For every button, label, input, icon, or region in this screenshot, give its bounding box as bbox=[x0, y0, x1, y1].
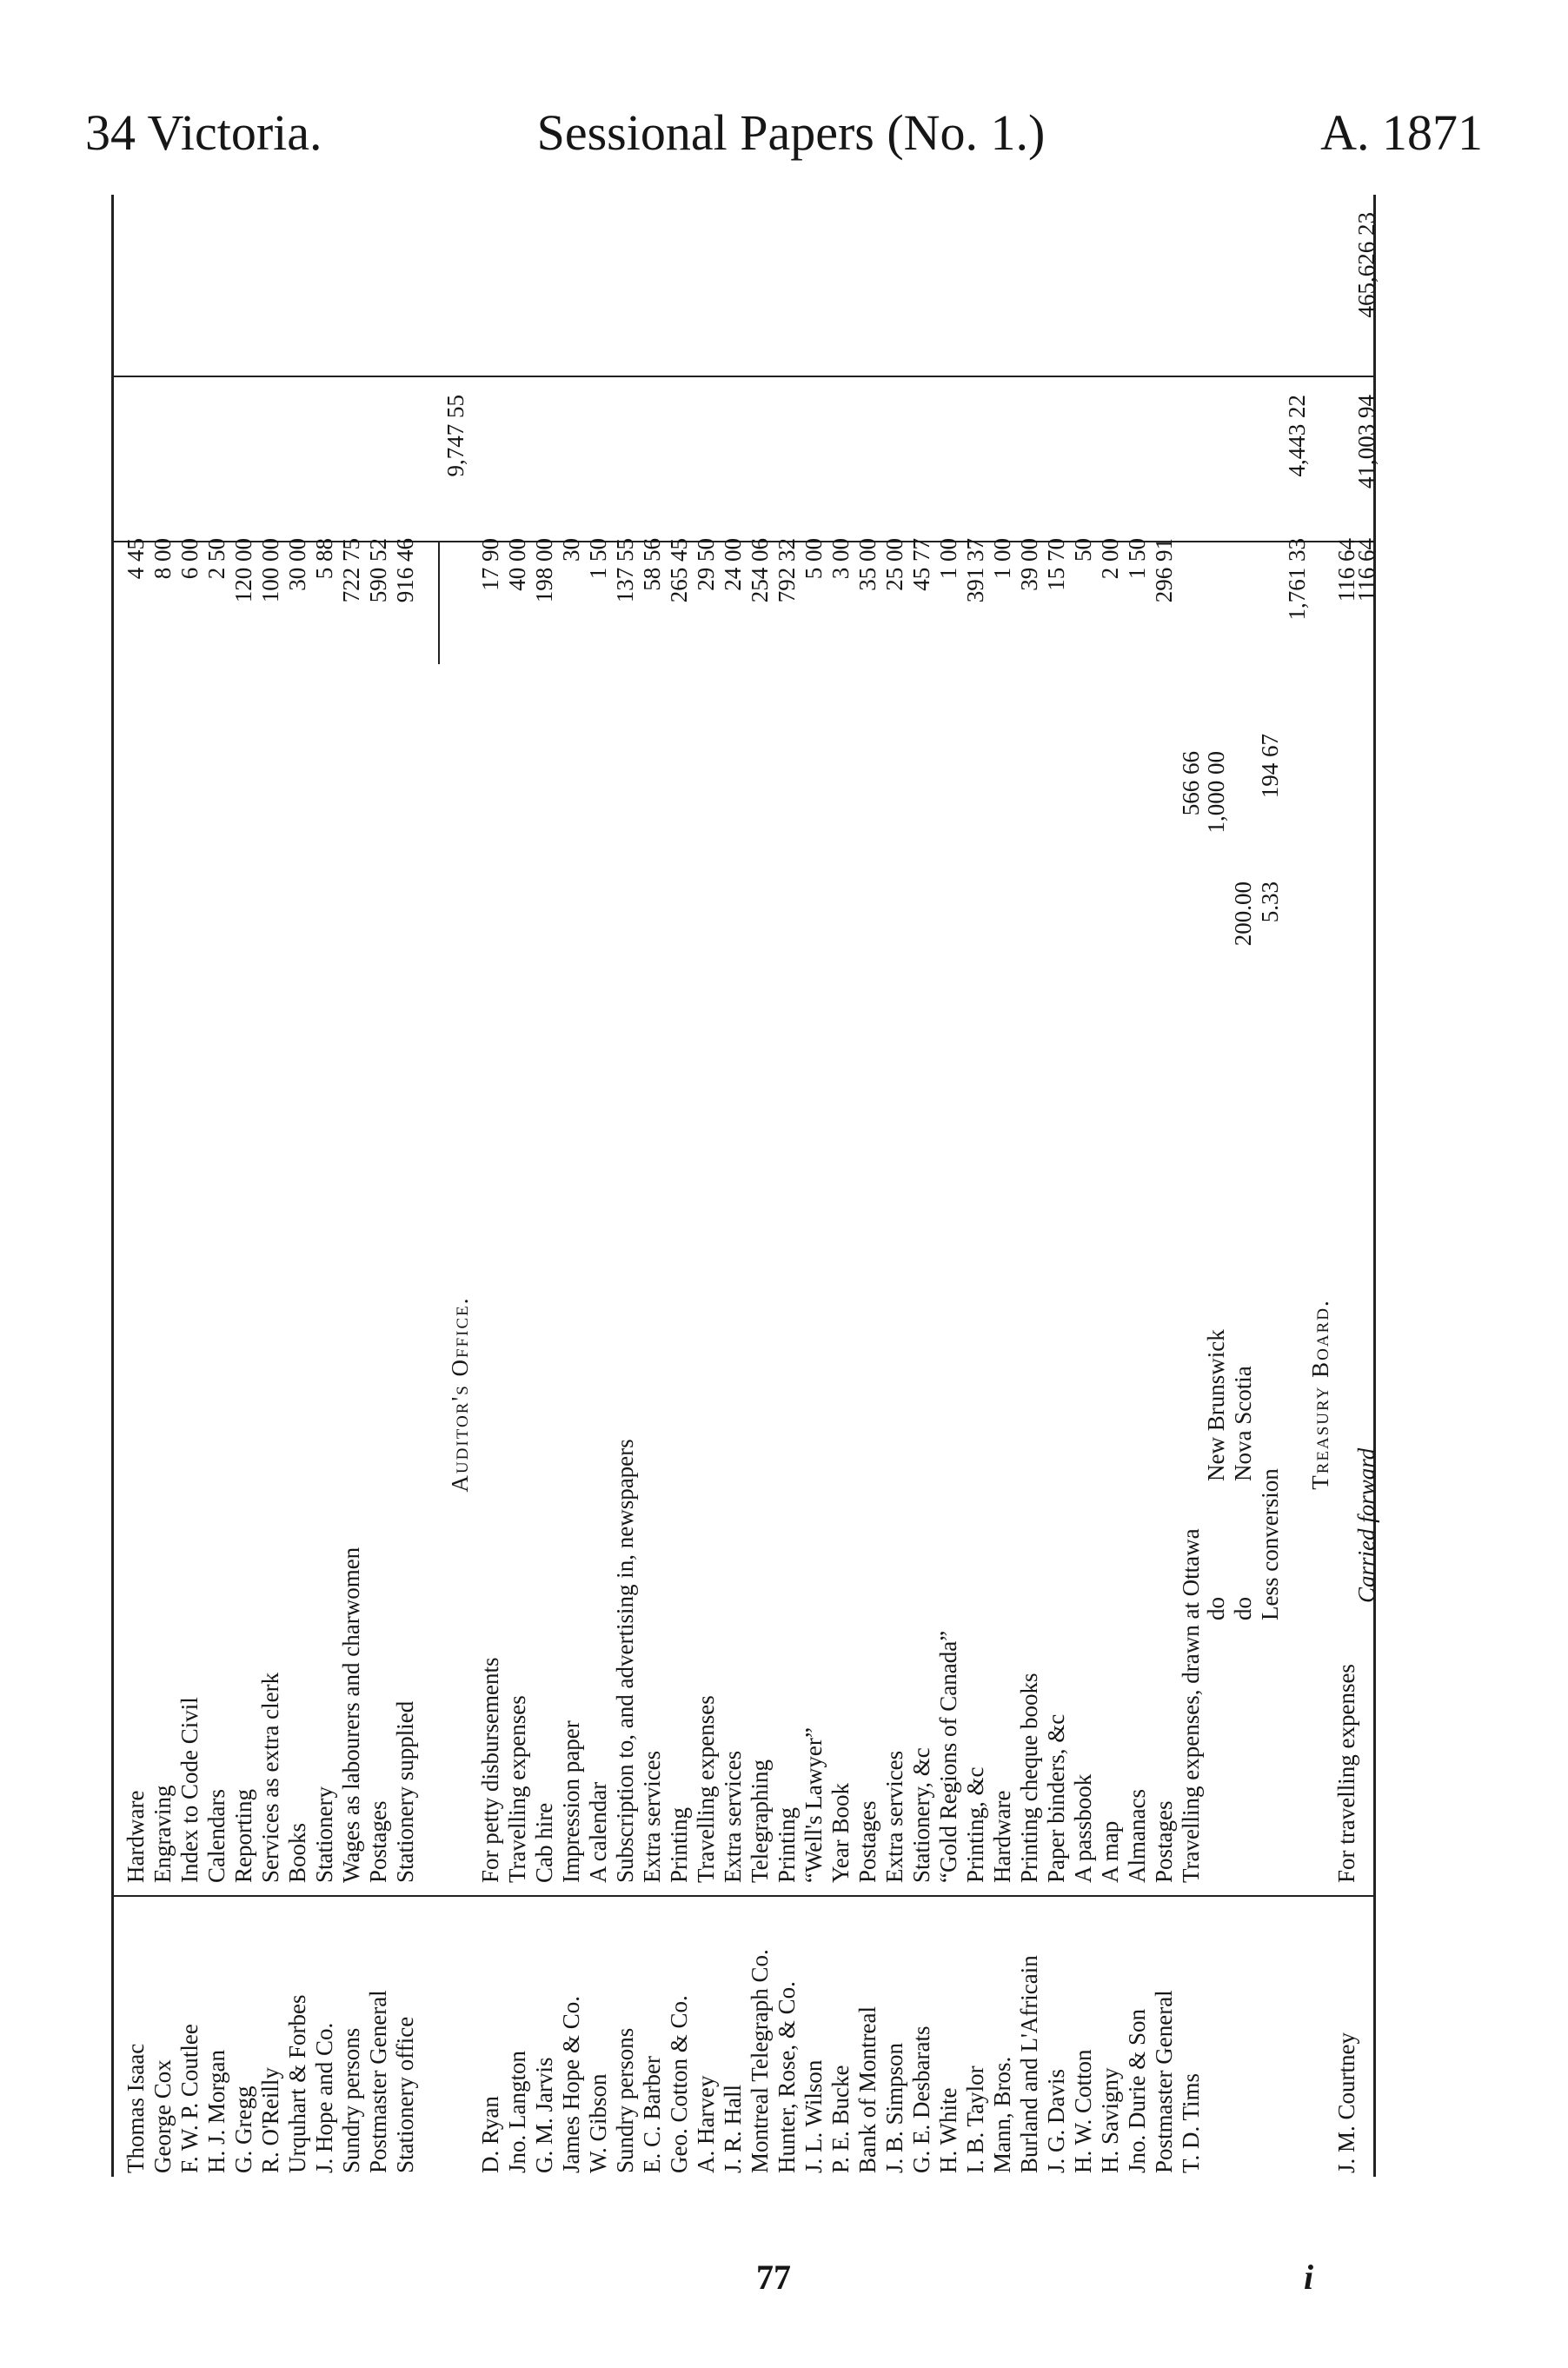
payee-name: P. E. Bucke bbox=[827, 2065, 854, 2173]
payment-amount: 30 bbox=[558, 538, 584, 562]
payment-description: Hardware bbox=[123, 1790, 149, 1883]
table-row bbox=[1150, 195, 1177, 2177]
total-section-b: 1,761 33 bbox=[1284, 538, 1310, 621]
payee-name: Urquhart & Forbes bbox=[284, 1994, 310, 2173]
payment-description: Almanacs bbox=[1124, 1789, 1150, 1883]
table-row bbox=[256, 195, 283, 2177]
table-row bbox=[476, 195, 503, 2177]
table-row bbox=[746, 195, 773, 2177]
subtotal-section-a: 9,747 55 bbox=[442, 395, 468, 477]
payee-name: W. Gibson bbox=[585, 2073, 611, 2173]
payment-amount: 30 00 bbox=[284, 538, 310, 591]
payee-name: G. E. Desbarats bbox=[908, 2025, 934, 2173]
payment-description: Paper binders, &c bbox=[1043, 1713, 1069, 1883]
payee-name: Mann, Bros. bbox=[989, 2056, 1015, 2173]
carried-forward-amount: 116 64 bbox=[1353, 538, 1379, 602]
payment-amount: 254 06 bbox=[747, 538, 773, 603]
travel-row-ns bbox=[1229, 195, 1256, 2177]
payment-amount: 116 64 bbox=[1333, 538, 1359, 602]
payee-name: Stationery office bbox=[392, 2016, 418, 2173]
table-row bbox=[719, 195, 746, 2177]
payment-description: Calendars bbox=[203, 1789, 229, 1883]
payment-amount: 45 77 bbox=[908, 538, 934, 591]
payment-amount: 39 00 bbox=[1016, 538, 1042, 591]
travel-row-nb bbox=[1202, 195, 1229, 2177]
payment-amount: 8 00 bbox=[149, 538, 176, 580]
ditto-nb: do bbox=[1203, 1597, 1229, 1620]
table-row bbox=[283, 195, 310, 2177]
payment-description: Printing bbox=[666, 1806, 692, 1883]
header-title: Sessional Papers (No. 1.) bbox=[536, 104, 1046, 161]
payment-description: Extra services bbox=[881, 1750, 907, 1883]
rule-under-section-a bbox=[438, 542, 440, 664]
payment-amount: 5 00 bbox=[801, 538, 827, 580]
payee-name: H. Savigny bbox=[1097, 2067, 1123, 2173]
table-row bbox=[584, 195, 611, 2177]
payment-amount: 2 00 bbox=[1097, 538, 1123, 580]
auditors-office-heading: Auditor's Office. bbox=[447, 1296, 473, 1493]
payee-name: E. C. Barber bbox=[639, 2056, 665, 2173]
table-row bbox=[149, 195, 176, 2177]
payment-amount: 1 50 bbox=[1124, 538, 1150, 580]
payment-amount: 29 50 bbox=[693, 538, 719, 591]
payment-description: Telegraphing bbox=[747, 1759, 773, 1883]
payment-description: Services as extra clerk bbox=[257, 1672, 283, 1883]
table-row bbox=[530, 195, 557, 2177]
payment-amount: 120 00 bbox=[230, 538, 256, 603]
payee-name: A. Harvey bbox=[693, 2075, 719, 2173]
payment-description: Postages bbox=[854, 1800, 880, 1883]
payment-description: Reporting bbox=[230, 1789, 256, 1883]
table-row bbox=[1123, 195, 1150, 2177]
payment-amount: 25 00 bbox=[881, 538, 907, 591]
payment-description: Wages as labourers and charwomen bbox=[338, 1547, 364, 1883]
payment-amount: 15 70 bbox=[1043, 538, 1069, 591]
payment-amount: 1 00 bbox=[989, 538, 1015, 580]
payment-amount: 722 75 bbox=[338, 538, 364, 603]
table-row bbox=[203, 195, 229, 2177]
table-row bbox=[827, 195, 854, 2177]
payment-description: Printing cheque books bbox=[1016, 1673, 1042, 1883]
payment-description: A map bbox=[1097, 1820, 1123, 1883]
payment-description: “Gold Regions of Canada” bbox=[935, 1630, 961, 1883]
payment-description: Cab hire bbox=[531, 1802, 557, 1883]
amount-net-travel: 194 67 bbox=[1257, 734, 1283, 799]
table-row bbox=[337, 195, 364, 2177]
payment-amount: 100 00 bbox=[257, 538, 283, 603]
payment-description: Travelling expenses bbox=[504, 1695, 530, 1883]
table-row bbox=[934, 195, 961, 2177]
payment-description: Postages bbox=[365, 1800, 391, 1883]
payment-description: Extra services bbox=[720, 1750, 746, 1883]
subtotal-section-b: 4,443 22 bbox=[1284, 395, 1310, 477]
table-row bbox=[880, 195, 907, 2177]
payee-name: Montreal Telegraph Co. bbox=[747, 1949, 773, 2173]
table-row bbox=[364, 195, 391, 2177]
payment-description: Stationery supplied bbox=[392, 1700, 418, 1883]
payee-name: H. W. Cotton bbox=[1070, 2049, 1096, 2173]
travel-row-ottawa bbox=[1177, 195, 1204, 2177]
table-row bbox=[638, 195, 665, 2177]
payment-description: Extra services bbox=[639, 1750, 665, 1883]
table-row bbox=[1042, 195, 1069, 2177]
payment-amount: 24 00 bbox=[720, 538, 746, 591]
table-row bbox=[665, 195, 692, 2177]
travel-row-less bbox=[1256, 195, 1283, 2177]
payment-amount: 1 50 bbox=[585, 538, 611, 580]
payee-name: G. M. Jarvis bbox=[531, 2057, 557, 2173]
label-nb: New Brunswick bbox=[1203, 1329, 1229, 1481]
table-row bbox=[773, 195, 800, 2177]
payee-name: H. White bbox=[935, 2087, 961, 2173]
payee-name: Bank of Montreal bbox=[854, 2006, 880, 2173]
payment-description: Stationery bbox=[311, 1786, 337, 1883]
table-row bbox=[961, 195, 988, 2177]
payee-name: J. B. Simpson bbox=[881, 2042, 907, 2173]
amount-ns: 200.00 bbox=[1230, 881, 1256, 947]
treasury-board-heading: Treasury Board. bbox=[1307, 1299, 1333, 1490]
payment-amount: 137 55 bbox=[612, 538, 638, 603]
payment-description: For travelling expenses bbox=[1333, 1664, 1359, 1883]
payee-name: H. J. Morgan bbox=[203, 2049, 229, 2173]
table-row bbox=[310, 195, 337, 2177]
payment-amount: 792 32 bbox=[774, 538, 800, 603]
amount-ottawa: 566 66 bbox=[1178, 751, 1204, 816]
ditto-ns: do bbox=[1230, 1597, 1256, 1620]
carried-forward-row bbox=[1352, 195, 1379, 2177]
payee-name: I. B. Taylor bbox=[962, 2065, 988, 2173]
payee-name: James Hope & Co. bbox=[558, 1996, 584, 2173]
accounts-table bbox=[111, 195, 1398, 2177]
payee-name: Geo. Cotton & Co. bbox=[666, 1995, 692, 2173]
payment-amount: 198 00 bbox=[531, 538, 557, 603]
payment-description: Travelling expenses, drawn at Ottawa bbox=[1178, 1528, 1204, 1883]
payee-name: Postmaster General bbox=[1151, 1990, 1177, 2173]
payment-amount: 391 37 bbox=[962, 538, 988, 603]
payment-amount: 916 46 bbox=[392, 538, 418, 603]
payee-name: G. Gregg bbox=[230, 2085, 256, 2173]
payment-description: Hardware bbox=[989, 1790, 1015, 1883]
payment-description: “Well's Lawyer” bbox=[801, 1727, 827, 1883]
payment-amount: 5 88 bbox=[311, 538, 337, 580]
table-row bbox=[1015, 195, 1042, 2177]
payee-name: J. Hope and Co. bbox=[311, 2022, 337, 2173]
table-row bbox=[391, 195, 418, 2177]
payment-amount: 265 45 bbox=[666, 538, 692, 603]
payment-amount: 50 bbox=[1070, 538, 1096, 562]
carried-forward-total: 465,626 23 bbox=[1353, 212, 1379, 318]
payment-amount: 6 00 bbox=[176, 538, 203, 580]
header-year: A. 1871 bbox=[1320, 104, 1483, 161]
table-row bbox=[611, 195, 638, 2177]
page-number: 77 bbox=[756, 2258, 791, 2297]
payee-name: Jno. Langton bbox=[504, 2051, 530, 2173]
table-row bbox=[692, 195, 719, 2177]
payment-description: Engraving bbox=[149, 1785, 176, 1883]
table-row bbox=[1069, 195, 1096, 2177]
payee-name: J. R. Hall bbox=[720, 2084, 746, 2173]
payment-amount: 58 56 bbox=[639, 538, 665, 591]
payment-description: A calendar bbox=[585, 1781, 611, 1883]
table-row bbox=[557, 195, 584, 2177]
table-row bbox=[907, 195, 934, 2177]
payee-name: Postmaster General bbox=[365, 1990, 391, 2173]
payment-amount: 296 91 bbox=[1151, 538, 1177, 603]
payee-name: D. Ryan bbox=[477, 2096, 503, 2173]
payment-amount: 3 00 bbox=[827, 538, 854, 580]
payment-description: Books bbox=[284, 1822, 310, 1883]
payment-amount: 590 52 bbox=[365, 538, 391, 603]
table-top-rule bbox=[111, 195, 114, 2177]
payee-name: Jno. Durie & Son bbox=[1124, 2009, 1150, 2173]
payment-amount: 17 90 bbox=[477, 538, 503, 591]
table-row bbox=[1096, 195, 1123, 2177]
payee-name: J. L. Wilson bbox=[801, 2059, 827, 2173]
payee-name: Sundry persons bbox=[612, 2027, 638, 2173]
carried-forward-subtotal: 41,003 94 bbox=[1353, 395, 1379, 489]
payment-amount: 1 00 bbox=[935, 538, 961, 580]
label-ns: Nova Scotia bbox=[1230, 1366, 1256, 1481]
table-row bbox=[122, 195, 149, 2177]
amount-nb: 1,000 00 bbox=[1203, 751, 1229, 834]
payment-description: Printing bbox=[774, 1806, 800, 1883]
payment-description: Subscription to, and advertising in, newspapers bbox=[612, 1439, 638, 1883]
payee-name: R. O'Reilly bbox=[257, 2067, 283, 2173]
payment-description: Printing, &c bbox=[962, 1766, 988, 1883]
payee-name: Thomas Isaac bbox=[123, 2043, 149, 2173]
sheet-mark: i bbox=[1304, 2258, 1314, 2297]
table-row bbox=[229, 195, 256, 2177]
payee-name: Burland and L'Africain bbox=[1016, 1955, 1042, 2173]
payee-name: Hunter, Rose, & Co. bbox=[774, 1981, 800, 2173]
table-row bbox=[800, 195, 827, 2177]
payment-description: Postages bbox=[1151, 1800, 1177, 1883]
payment-amount: 2 50 bbox=[203, 538, 229, 580]
payment-amount: 35 00 bbox=[854, 538, 880, 591]
payee-name: George Cox bbox=[149, 2059, 176, 2173]
label-less-conversion: Less conversion bbox=[1257, 1468, 1283, 1620]
payment-amount: 40 00 bbox=[504, 538, 530, 591]
carried-forward-label: Carried forward bbox=[1353, 1447, 1379, 1603]
table-row bbox=[176, 195, 203, 2177]
payment-description: Stationery, &c bbox=[908, 1747, 934, 1883]
table-row bbox=[988, 195, 1015, 2177]
amount-less-conversion: 5.33 bbox=[1257, 881, 1283, 923]
payment-amount: 4 45 bbox=[123, 538, 149, 580]
payee-name: J. G. Davis bbox=[1043, 2069, 1069, 2173]
payment-description: Index to Code Civil bbox=[176, 1697, 203, 1883]
payee-name: J. M. Courtney bbox=[1333, 2032, 1359, 2173]
table-row bbox=[503, 195, 530, 2177]
payee-name: Sundry persons bbox=[338, 2027, 364, 2173]
payment-description: Year Book bbox=[827, 1782, 854, 1883]
payment-description: Impression paper bbox=[558, 1720, 584, 1883]
payee-name: F. W. P. Coutlee bbox=[176, 2024, 203, 2173]
header-volume: 34 Victoria. bbox=[85, 104, 322, 161]
payee-name: T. D. Tims bbox=[1178, 2072, 1204, 2173]
payment-description: Travelling expenses bbox=[693, 1695, 719, 1883]
payment-description: A passbook bbox=[1070, 1773, 1096, 1883]
payment-description: For petty disbursements bbox=[477, 1657, 503, 1883]
table-row bbox=[854, 195, 880, 2177]
